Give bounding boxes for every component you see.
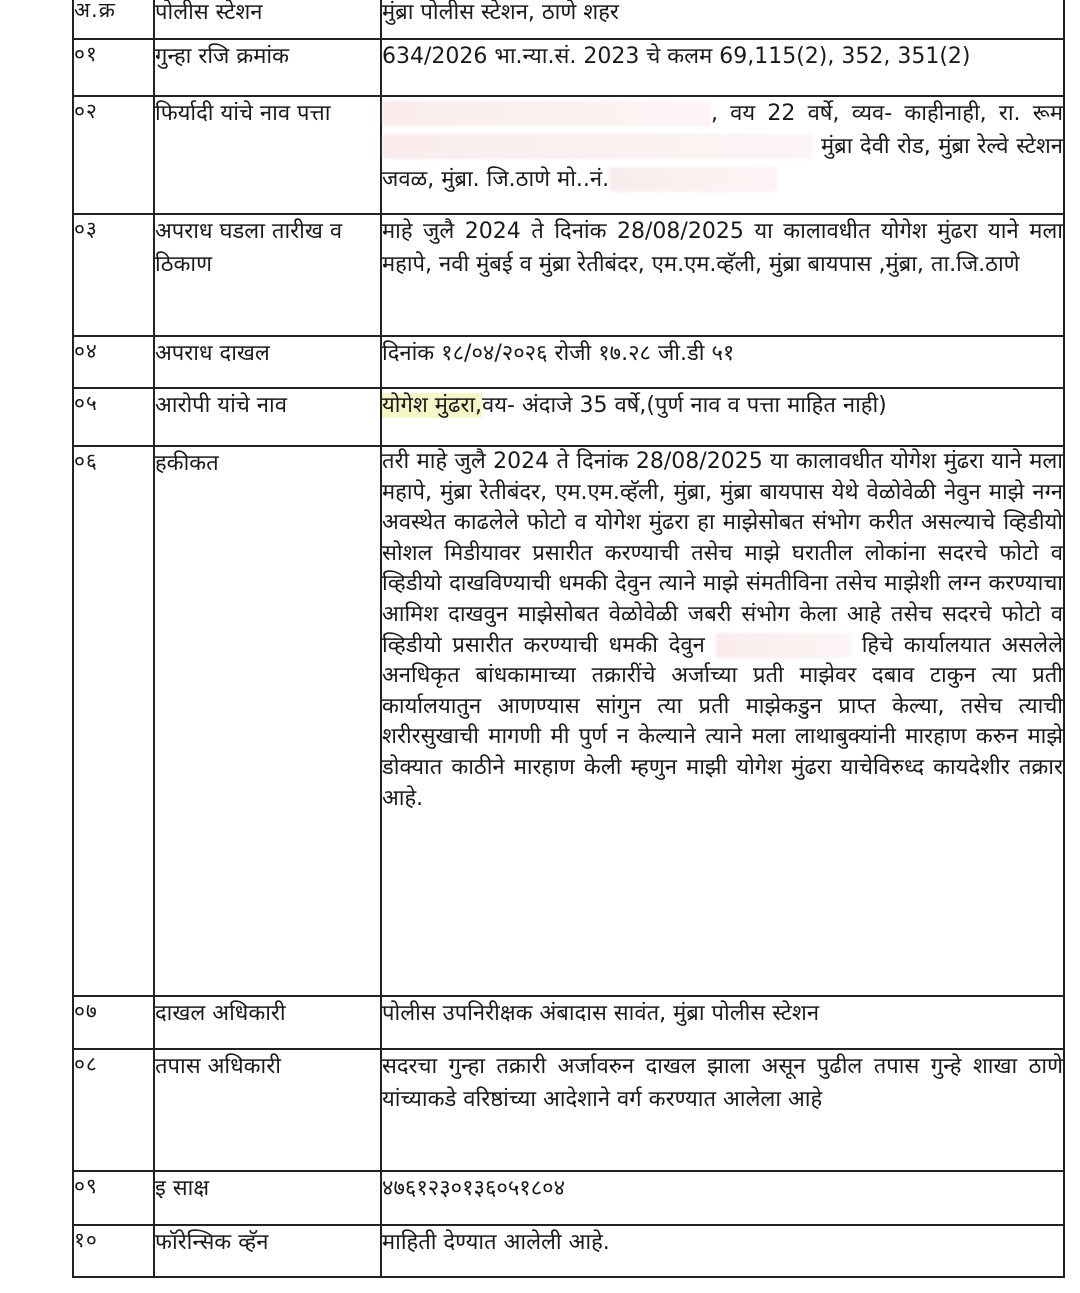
fir-details-table	[72, 0, 1065, 1278]
redacted-phone	[609, 167, 778, 192]
accused-name-highlight: योगेश मुंढरा,	[382, 393, 483, 418]
complainant-address-end: मुंब्रा देवी रोड, मुंब्रा रेल्वे	[813, 134, 1009, 159]
row-number: ०७	[73, 996, 154, 1049]
row-number: ०८	[73, 1049, 154, 1171]
row-label: फॉरेन्सिक व्हॅन	[154, 1225, 381, 1277]
row-label: फिर्यादी यांचे नाव पत्ता	[154, 96, 381, 214]
redacted-address	[382, 134, 813, 159]
row-number: ०३	[73, 214, 154, 336]
complainant-address-line3: स्टेशन जवळ, मुंब्रा. जि.ठाणे मो..नं.	[382, 134, 1064, 192]
row-label: इ साक्ष	[154, 1171, 381, 1225]
table-header-row	[73, 0, 1064, 39]
complainant-age-occupation: , वय 22 वर्षे, व्यव- काहीनाही, रा.	[710, 101, 1021, 126]
row-number: ०१	[73, 39, 154, 96]
table-row-complainant	[73, 96, 1064, 214]
complainant-address-start: रूम	[1032, 101, 1064, 126]
row-label: अपराध घडला तारीख व ठिकाण	[154, 214, 381, 336]
row-label: गुन्हा रजि क्रमांक	[154, 39, 381, 96]
table-row-registering-officer	[73, 996, 1064, 1049]
redacted-name	[382, 101, 711, 126]
e-evidence-value: ४७६१२३०१३६०५१८०४	[381, 1171, 1064, 1225]
complainant-value	[381, 96, 1064, 214]
accused-details: वय- अंदाजे 35 वर्षे,(पुर्ण नाव व पत्ता माहित नाही)	[482, 393, 887, 418]
table-row-offence-date-place	[73, 214, 1064, 336]
row-number: ०६	[73, 446, 154, 996]
row-number: ०९	[73, 1171, 154, 1225]
row-number: १०	[73, 1225, 154, 1277]
facts-text-part2: हिचे कार्यालयात असलेले अनधिकृत बांधकामाच्या तक्रारींचे अर्जाच्या प्रती माझेवर दबाव टाकुन त्या प्रती कार्यालयातुन आणण्यास सांगुन त्या प्रती माझेकडुन प्राप्त केल्या, तसेच त्याची शरीरसुखाची मागणी मी पुर्ण न केल्याने त्याने मला लाथाबुक्यांनी मारहाण करुन माझे डोक्यात काठीने मारहाण केली म्हणुन माझी योगेश मुंढरा याचेविरुध्द कायदेशीर तक्रार आहे.	[382, 632, 1063, 811]
sr-header: अ.क्र	[73, 0, 154, 39]
row-label: अपराध दाखल	[154, 336, 381, 388]
investigating-officer-value: सदरचा गुन्हा तक्रारी अर्जावरुन दाखल झाला असून पुढील तपास गुन्हे शाखा ठाणे यांच्याकडे वरिष्ठांच्या आदेशाने वर्ग करण्यात आलेला आहे	[381, 1049, 1064, 1171]
table-row-investigating-officer	[73, 1049, 1064, 1171]
table-row-accused	[73, 388, 1064, 446]
facts-value	[381, 446, 1064, 996]
row-label: दाखल अधिकारी	[154, 996, 381, 1049]
row-number: ०५	[73, 388, 154, 446]
registering-officer-value: पोलीस उपनिरीक्षक अंबादास सावंत, मुंब्रा पोलीस स्टेशन	[381, 996, 1064, 1049]
offence-date-place-value: माहे जुलै 2024 ते दिनांक 28/08/2025 या कालावधीत योगेश मुंढरा याने मला महापे, नवी मुंबई व मुंब्रा रेतीबंदर, एम.एम.व्हॅली, मुंब्रा बायपास ,मुंब्रा, ता.जि.ठाणे	[381, 214, 1064, 336]
row-label: तपास अधिकारी	[154, 1049, 381, 1171]
table-row-offence-registered	[73, 336, 1064, 388]
row-number: ०२	[73, 96, 154, 214]
row-label: हकीकत	[154, 446, 381, 996]
forensic-van-value: माहिती देण्यात आलेली आहे.	[381, 1225, 1064, 1277]
police-station-value: मुंब्रा पोलीस स्टेशन, ठाणे शहर	[381, 0, 1064, 39]
row-number: ०४	[73, 336, 154, 388]
table-row-facts	[73, 446, 1064, 996]
table-row-case-number	[73, 39, 1064, 96]
accused-value	[381, 388, 1064, 446]
row-label: आरोपी यांचे नाव	[154, 388, 381, 446]
redacted-facts-name	[716, 633, 851, 658]
offence-registered-value: दिनांक १८/०४/२०२६ रोजी १७.२८ जी.डी ५१	[381, 336, 1064, 388]
field-label-police-station: पोलीस स्टेशन	[154, 0, 381, 39]
table-row-e-evidence	[73, 1171, 1064, 1225]
facts-text-part1: तरी माहे जुलै 2024 ते दिनांक 28/08/2025 या कालावधीत योगेश मुंढरा याने मला महापे, मुंब्रा रेतीबंदर, एम.एम.व्हॅली, मुंब्रा, मुंब्रा बायपास येथे वेळोवेळी नेवुन माझे नग्न अवस्थेत काढलेले फोटो व योगेश मुंढरा हा माझेसोबत संभोग करीत असल्याचे व्हिडीयो सोशल मिडीयावर प्रसारीत करण्याची तसेच माझे घरातील लोकांना सदरचे फोटो व व्हिडीयो दाखविण्याची धमकी देवुन त्याने माझे संमतीविना तसेच माझेशी लग्न करण्याचा आमिश दाखवुन माझेसोबत वेळोवेळी जबरी संभोग केला आहे तसेच सदरचे फोटो व व्हिडीयो प्रसारीत करण्याची धमकी देवुन	[382, 449, 1063, 658]
case-number-value: 634/2026 भा.न्या.सं. 2023 चे कलम 69,115(2), 352, 351(2)	[381, 39, 1064, 96]
table-row-forensic-van	[73, 1225, 1064, 1277]
